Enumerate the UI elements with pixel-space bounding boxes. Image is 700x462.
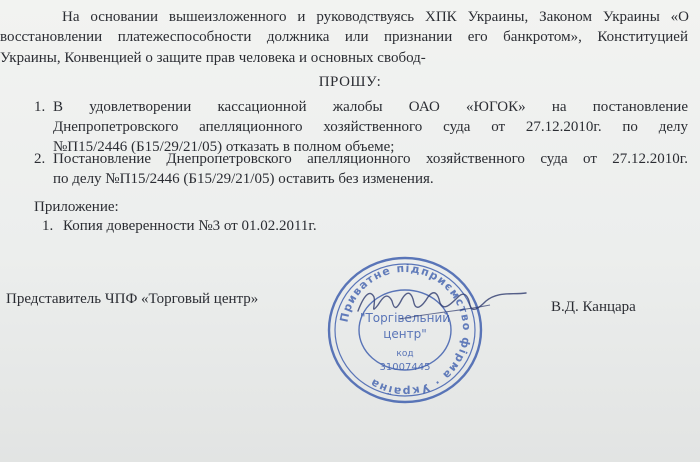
request-heading: ПРОШУ: [318, 74, 382, 90]
request-1-line-2: Днепропетровского апелляционного хозяйственного суда от 27.12.2010г. по делу [53, 119, 688, 135]
request-1-line-1: В удовлетворении кассационной жалобы ОАО «ЮГОК» на постановление [53, 99, 688, 115]
stamp-ring-text: Приватне підприємство фірма · Україна [337, 261, 474, 399]
request-1-number: 1. [34, 99, 46, 115]
signatory-name: В.Д. Канцара [551, 299, 636, 315]
request-2-line-2: по делу №П15/2446 (Б15/29/21/05) оставить без изменения. [53, 171, 434, 187]
stamp-code-label: код [396, 349, 414, 359]
stamp-center-line-1: "Торгівельний [359, 311, 451, 325]
representative-line: Представитель ЧПФ «Торговый центр» [6, 291, 259, 307]
request-2-number: 2. [34, 151, 46, 167]
handwritten-signature [340, 275, 540, 335]
request-1-line-3: №П15/2446 (Б15/29/21/05) отказать в полном объеме; [53, 139, 395, 155]
appendix-item-1-text: Копия доверенности №3 от 01.02.2011г. [63, 218, 317, 234]
intro-line-1: На основании вышеизложенного и руководствуясь ХПК Украины, Законом Украины «О [62, 9, 689, 25]
stamp-center-line-2: центр" [383, 327, 427, 341]
intro-line-2: восстановлении платежеспособности должника или признании его банкротом», Конституцией [0, 29, 688, 45]
request-2-line-1: Постановление Днепропетровского апелляционного хозяйственного суда от 27.12.2010г. [53, 151, 688, 167]
stamp-code-number: 31007445 [379, 362, 431, 373]
appendix-item-1-number: 1. [42, 218, 54, 234]
intro-line-3: Украины, Конвенцией о защите прав человека и основных свобод- [0, 50, 426, 66]
appendix-heading: Приложение: [34, 199, 119, 215]
